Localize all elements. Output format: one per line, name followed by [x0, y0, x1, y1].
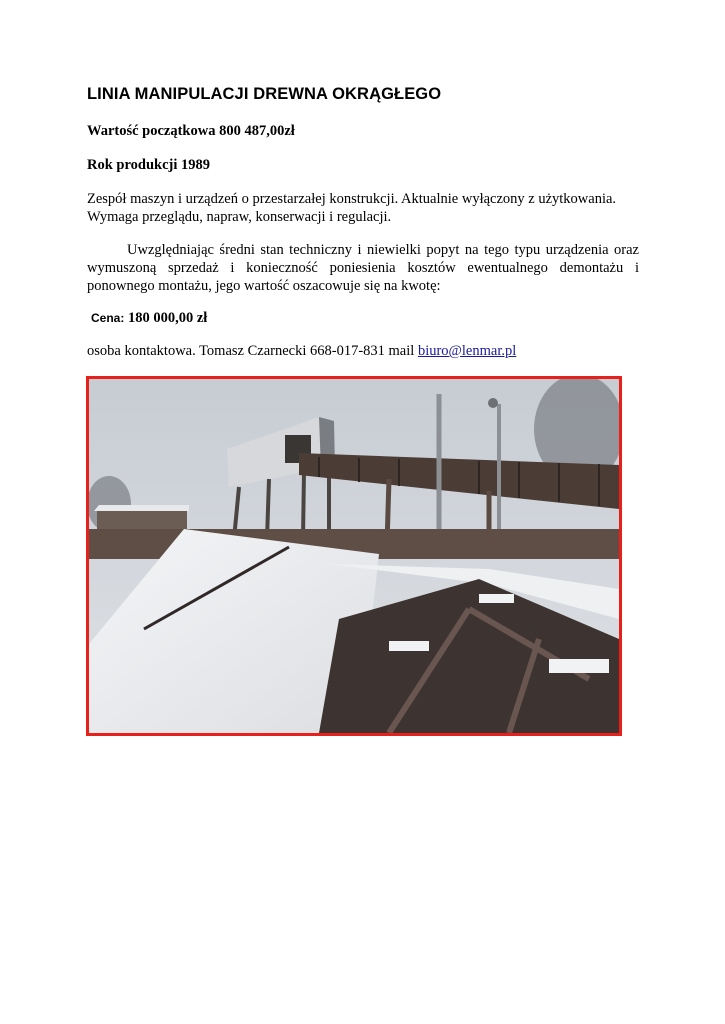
- initial-value: Wartość początkowa 800 487,00zł: [87, 123, 295, 139]
- contact-text: osoba kontaktowa. Tomasz Czarnecki 668-017-831 mail: [87, 343, 418, 359]
- production-year: Rok produkcji 1989: [87, 157, 211, 173]
- price-value: 180 000,00 zł: [127, 310, 208, 326]
- valuation-paragraph: Uwzględniając średni stan techniczny i niewielki popyt na tego typu urządzenia oraz wymuszoną sprzedaż i konieczność poniesienia kosztów ewentualnego demontażu i ponownego montażu, jego wartość oszacowuje się na kwotę:: [87, 242, 639, 294]
- contact-email-link[interactable]: biuro@lenmar.pl: [417, 343, 517, 359]
- machinery-photo: [86, 376, 622, 736]
- description-line-2: Wymaga przeglądu, napraw, konserwacji i regulacji.: [87, 209, 392, 225]
- description-line-1: Zespół maszyn i urządzeń o przestarzałej konstrukcji. Aktualnie wyłączony z użytkowania.: [87, 191, 617, 207]
- price-line: [91, 310, 207, 327]
- document-title: LINIA MANIPULACJI DREWNA OKRĄGŁEGO: [87, 85, 442, 103]
- contact-line: [87, 343, 516, 360]
- price-label: Cena:: [91, 311, 125, 325]
- photo-illustration: [89, 379, 619, 733]
- description-paragraph: [87, 190, 639, 226]
